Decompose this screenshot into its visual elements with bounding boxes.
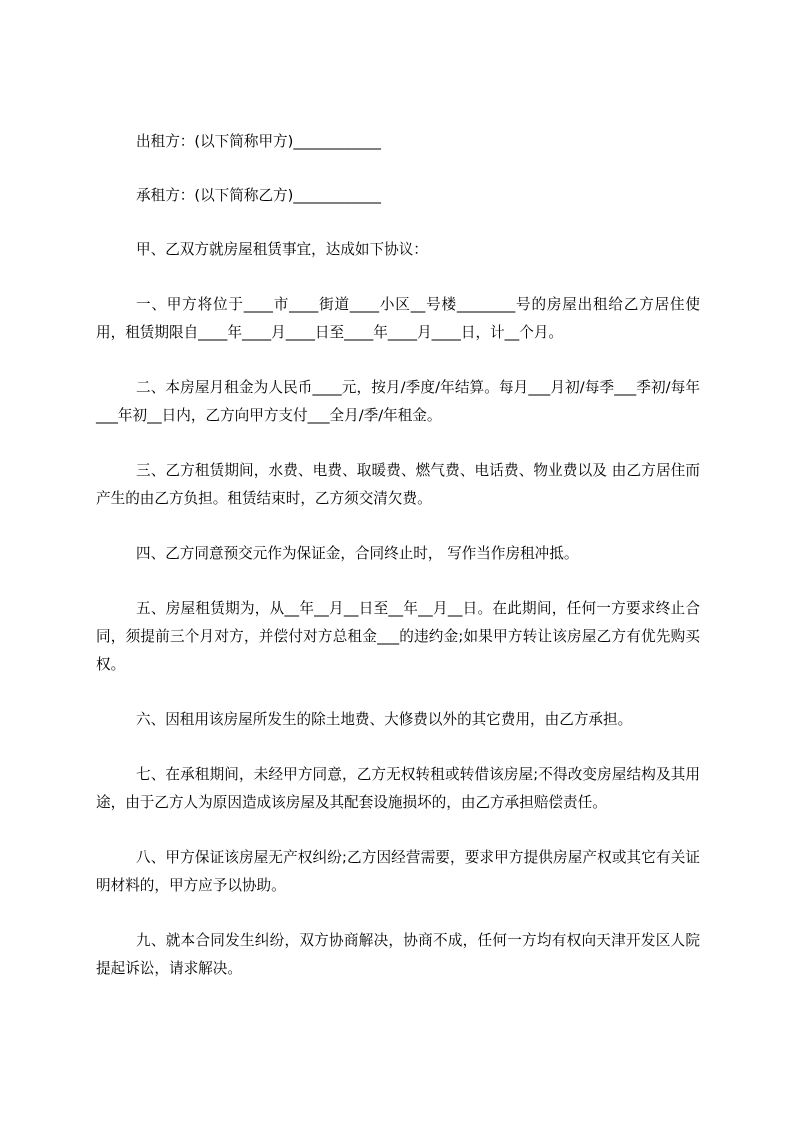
clause-4: 四、乙方同意预交元作为保证金，合同终止时， 写作当作房租冲抵。 [136,545,579,562]
clause-3: 三、乙方租赁期间，水费、电费、取暖费、燃气费、电话费、物业费以及 由乙方居住而产生的由乙方负担。租赁结束时，乙方须交清欠费。 [96,462,700,507]
clause-8: 八、甲方保证该房屋无产权纠纷;乙方因经营需要，要求甲方提供房屋产权或其它有关证明材料的，甲方应予以协助。 [96,849,700,894]
clause-5: 五、房屋租赁期为，从__年__月__日至__年__月__日。在此期间，任何一方要求终止合同，须提前三个月对方，并偿付对方总租金___的违约金;如果甲方转让该房屋乙方有优先购买权。 [96,600,700,673]
lessee-line: 承租方：(以下简称乙方)____________ [136,187,381,204]
lessor-line: 出租方：(以下简称甲方)____________ [136,133,381,150]
intro-line: 甲、乙双方就房屋租赁事宜，达成如下协议： [136,241,428,258]
clause-6: 六、因租用该房屋所发生的除土地费、大修费以外的其它费用，由乙方承担。 [136,711,633,728]
clause-9: 九、就本合同发生纠纷，双方协商解决，协商不成，任何一方均有权向天津开发区人院提起诉讼，请求解决。 [96,932,700,977]
clause-1: 一、甲方将位于____市____街道____小区__号楼________号的房屋出租给乙方居住使用，租赁期限自____年____月____日至____年____月____日，计__个月。 [96,296,700,341]
contract-body [96,128,700,983]
clause-7: 七、在承租期间，未经甲方同意，乙方无权转租或转借该房屋;不得改变房屋结构及其用途，由于乙方人为原因造成该房屋及其配套设施损坏的，由乙方承担赔偿责任。 [96,766,700,811]
clause-2: 二、本房屋月租金为人民币____元，按月/季度/年结算。每月___月初/每季___季初/每年___年初__日内，乙方向甲方支付___全月/季/年租金。 [96,379,700,424]
